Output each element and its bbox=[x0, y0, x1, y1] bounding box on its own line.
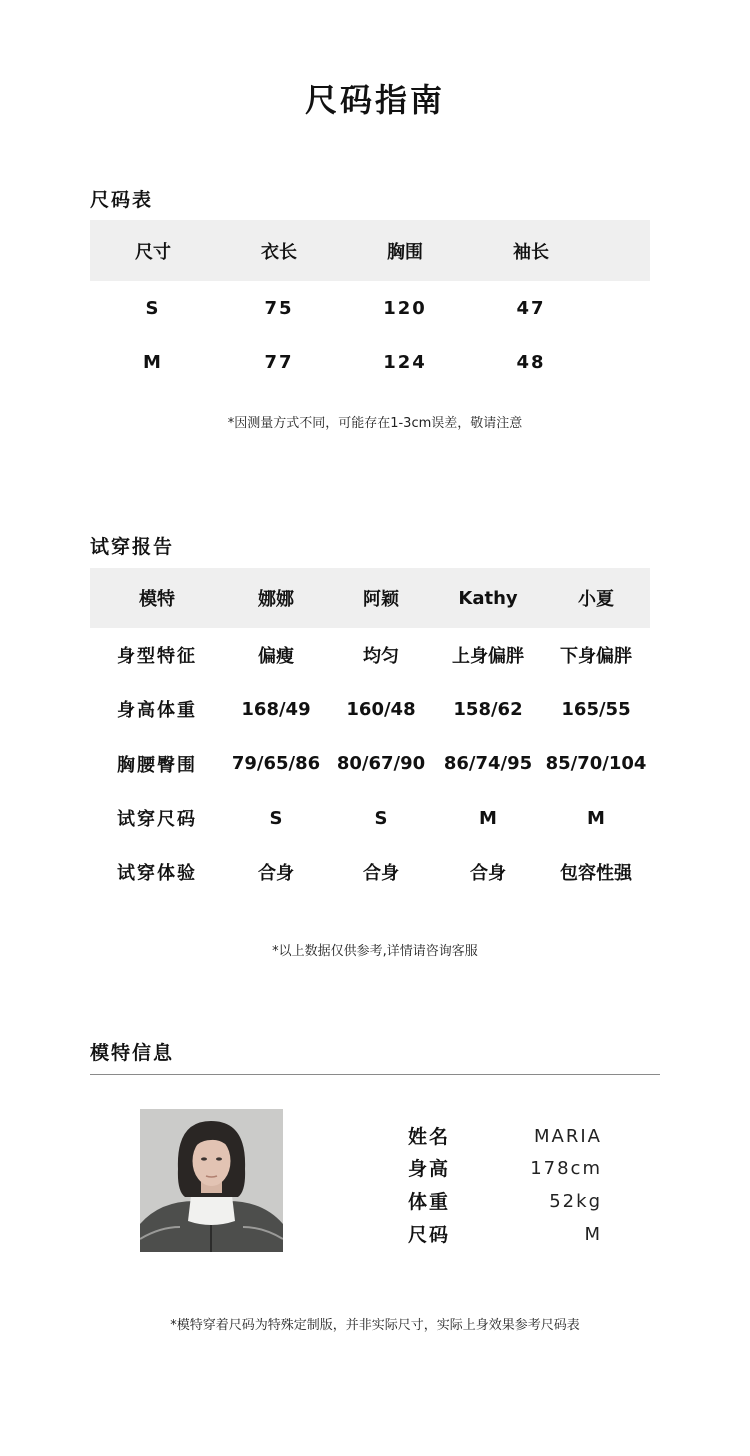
size-chart-table bbox=[90, 220, 650, 389]
info-label-size: 尺码 bbox=[408, 1224, 451, 1246]
table-cell: 下身偏胖 bbox=[560, 646, 632, 668]
table-row bbox=[90, 737, 650, 791]
table-row bbox=[90, 281, 650, 335]
column-header: 小夏 bbox=[578, 589, 614, 610]
table-cell: 47 bbox=[516, 297, 546, 319]
table-cell: M bbox=[143, 351, 163, 373]
column-header: Kathy bbox=[458, 587, 518, 609]
table-cell: S bbox=[145, 297, 161, 319]
fitting-report-heading: 试穿报告 bbox=[90, 536, 175, 558]
info-value-weight: 52kg bbox=[549, 1191, 602, 1212]
table-row bbox=[90, 845, 650, 899]
table-cell: 160/48 bbox=[346, 698, 416, 720]
table-cell: M bbox=[479, 807, 497, 829]
info-label-weight: 体重 bbox=[408, 1191, 451, 1213]
column-header: 阿颖 bbox=[363, 589, 399, 610]
row-label: 身型特征 bbox=[117, 646, 197, 668]
table-header-row bbox=[90, 220, 650, 281]
page-title: 尺码指南 bbox=[304, 81, 445, 119]
model-info-heading: 模特信息 bbox=[90, 1042, 175, 1064]
column-header: 娜娜 bbox=[258, 589, 294, 610]
model-info-note: *模特穿着尺码为特殊定制版，并非实际尺寸，实际上身效果参考尺码表 bbox=[170, 1318, 580, 1333]
table-row bbox=[90, 791, 650, 845]
row-label: 试穿尺码 bbox=[117, 809, 197, 831]
table-cell: 包容性强 bbox=[560, 863, 632, 885]
table-cell: S bbox=[269, 807, 283, 829]
table-cell: M bbox=[587, 807, 605, 829]
info-value-name: MARIA bbox=[534, 1126, 602, 1147]
info-value-height: 178cm bbox=[530, 1158, 602, 1179]
column-header: 胸围 bbox=[387, 241, 423, 263]
table-cell: 75 bbox=[264, 297, 294, 319]
fitting-report-note: *以上数据仅供参考,详情请咨询客服 bbox=[272, 944, 478, 959]
row-label: 试穿体验 bbox=[117, 863, 197, 885]
table-cell: 上身偏胖 bbox=[452, 646, 524, 668]
column-header: 模特 bbox=[139, 589, 175, 610]
table-row bbox=[90, 682, 650, 736]
table-cell: 合身 bbox=[363, 863, 399, 885]
column-header: 衣长 bbox=[261, 241, 297, 263]
size-chart-note: *因测量方式不同，可能存在1-3cm误差，敬请注意 bbox=[227, 416, 523, 431]
row-spacer bbox=[594, 281, 650, 335]
info-label-name: 姓名 bbox=[408, 1126, 451, 1148]
info-label-height: 身高 bbox=[408, 1158, 451, 1180]
row-label: 胸腰臀围 bbox=[117, 754, 197, 776]
table-cell: 86/74/95 bbox=[443, 753, 533, 775]
info-value-size: M bbox=[584, 1224, 602, 1245]
header-spacer bbox=[594, 220, 650, 281]
column-header: 袖长 bbox=[513, 241, 549, 263]
table-row bbox=[90, 335, 650, 389]
table-cell: 合身 bbox=[258, 863, 294, 885]
table-cell: 合身 bbox=[470, 863, 506, 885]
model-photo bbox=[140, 1109, 283, 1252]
table-cell: 158/62 bbox=[453, 698, 523, 720]
table-cell: 120 bbox=[383, 297, 427, 319]
table-cell: 165/55 bbox=[561, 698, 631, 720]
table-cell: 77 bbox=[264, 351, 294, 373]
table-row bbox=[90, 628, 650, 682]
table-cell: 48 bbox=[516, 351, 546, 373]
fitting-report-table bbox=[90, 568, 650, 899]
table-cell: 124 bbox=[383, 351, 427, 373]
table-cell: 偏瘦 bbox=[258, 646, 294, 668]
table-cell: 80/67/90 bbox=[336, 753, 426, 775]
table-cell: 79/65/86 bbox=[231, 753, 321, 775]
divider bbox=[90, 1074, 660, 1075]
table-header-row bbox=[90, 568, 650, 628]
table-cell: 85/70/104 bbox=[545, 753, 647, 775]
size-chart-heading: 尺码表 bbox=[90, 189, 154, 211]
row-label: 身高体重 bbox=[117, 700, 197, 722]
row-spacer bbox=[594, 335, 650, 389]
table-cell: 均匀 bbox=[363, 646, 399, 668]
table-cell: S bbox=[374, 807, 388, 829]
table-cell: 168/49 bbox=[241, 698, 311, 720]
column-header: 尺寸 bbox=[135, 241, 171, 263]
